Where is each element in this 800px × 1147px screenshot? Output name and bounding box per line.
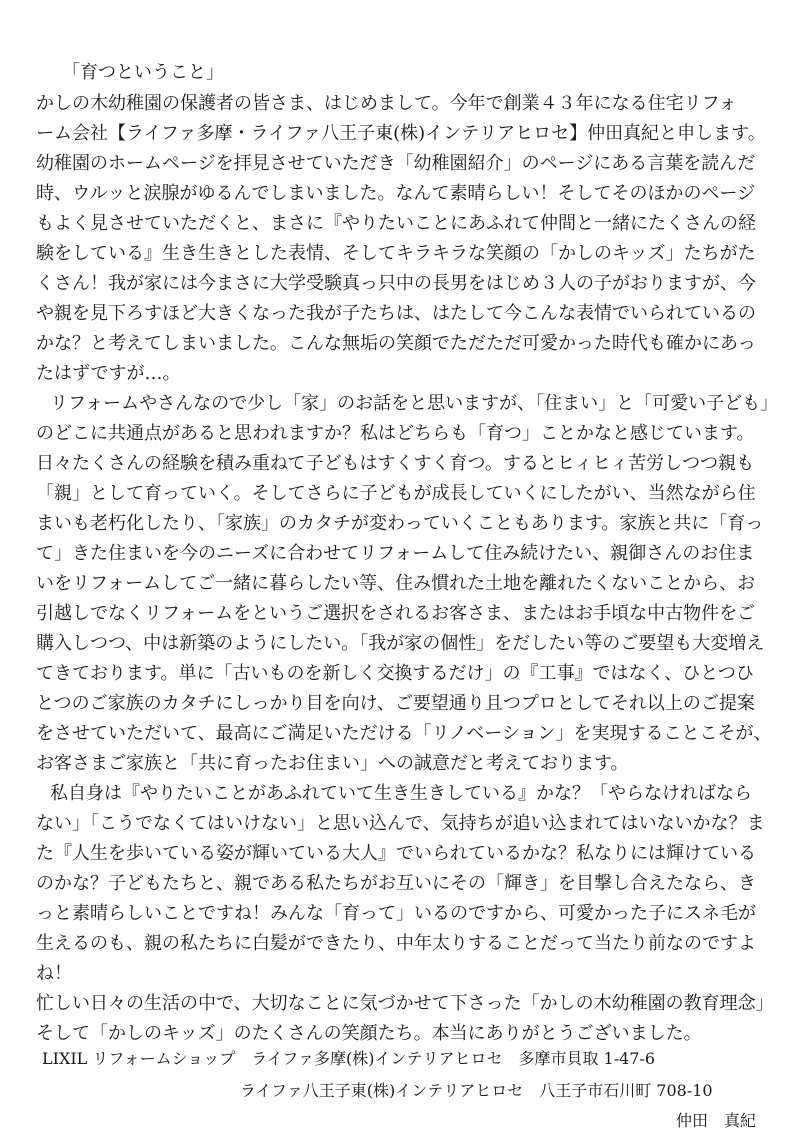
body-line: 時、ウルッと涙腺がゆるんでしまいました。なんて素晴らしい！そしてそのほかのページ: [36, 183, 756, 204]
body-line: とつのご家族のカタチにしっかり目を向け、ご要望通り且つプロとしてそれ以上のご提案: [36, 693, 755, 714]
footer-branch-line: ライファ八王子東(株)インテリアヒロセ 八王子市石川町 708-10: [240, 1081, 713, 1100]
body-line: っと素晴らしいことですね！みんな「育って」いるのですから、可愛かった子にスネ毛が: [36, 903, 756, 924]
body-line: た『人生を歩いている姿が輝いている大人』でいられているかな？私なりには輝けている: [36, 843, 756, 864]
body-line: かしの木幼稚園の保護者の皆さま、はじめまして。今年で創業４３年になる住宅リフォ: [36, 93, 737, 114]
body-line: たはずですが…。: [36, 363, 181, 384]
body-line: て」きた住まいを今のニーズに合わせてリフォームして住み続けたい、親御さんのお住ま: [36, 543, 755, 564]
body-line: 日々たくさんの経験を積み重ねて子どもはすくすく育つ。するとヒィヒィ苦労しつつ親も: [36, 453, 755, 474]
body-line: のかな？子どもたちと、親である私たちがお互いにその「輝き」を目撃し合えたなら、き: [36, 873, 756, 894]
document-title: 「育つということ」: [62, 62, 224, 83]
body-line: 幼稚園のホームページを拝見させていただき「幼稚園紹介」のページにある言葉を読んだ: [36, 153, 756, 174]
footer-signature: 仲田 真紀: [676, 1111, 757, 1130]
body-line: 忙しい日々の生活の中で、大切なことに気づかせて下さった「かしの木幼稚園の教育理念」: [36, 993, 774, 1014]
body-line: 私自身は『やりたいことがあふれていて生き生きしている』かな？「やらなければなら: [50, 783, 752, 804]
body-line: リフォームやさんなので少し「家」のお話をと思いますが、「住まい」と「可愛い子ども」: [50, 393, 779, 414]
body-line: 験をしている』生き生きとした表情、そしてキラキラな笑顔の「かしのキッズ」たちがた: [36, 243, 756, 264]
body-line: もよく見させていただくと、まさに『やりたいことにあふれて仲間と一緒にたくさんの経: [36, 213, 756, 234]
body-line: お客さまご家族と「共に育ったお住まい」への誠意だと考えております。: [36, 753, 629, 774]
body-line: をさせていただいて、最高にご満足いただける「リノベーション」を実現することこそが、: [36, 723, 772, 744]
body-line: いをリフォームしてご一緒に暮らしたい等、住み慣れた土地を離れたくないことから、お: [36, 573, 756, 594]
body-line: ね！: [36, 963, 72, 984]
body-line: 引越しでなくリフォームをというご選択をされるお客さま、またはお手頃な中古物件をご: [36, 603, 756, 624]
body-line: 「親」として育っていく。そしてさらに子どもが成長していくにしたがい、当然ながら住: [36, 483, 756, 504]
body-line: のどこに共通点があると思われますか？私はどちらも「育つ」ことかなと感じています。: [36, 423, 755, 444]
footer-company-line: LIXIL リフォームショップ ライファ多摩(株)インテリアヒロセ 多摩市貝取 1-47-6: [42, 1049, 656, 1068]
body-line: くさん！我が家には今まさに大学受験真っ只中の長男をはじめ３人の子がおりますが、今: [36, 273, 756, 294]
body-line: かな？と考えてしまいました。こんな無垢の笑顔でただただ可愛かった時代も確かにあっ: [36, 333, 756, 354]
body-line: ーム会社【ライファ多摩・ライファ八王子東(株)インテリアヒロセ】仲田真紀と申します。: [36, 123, 766, 144]
body-line: てきております。単に「古いものを新しく交換するだけ」の『工事』ではなく、ひとつひ: [36, 663, 754, 684]
body-line: 購入しつつ、中は新築のようにしたい。「我が家の個性」をだしたい等のご要望も大変増え: [36, 633, 765, 654]
body-line: や親を見下ろすほど大きくなった我が子たちは、はたして今こんな表情でいられているの: [36, 303, 756, 324]
body-line: まいも老朽化したり、「家族」のカタチが変わっていくこともあります。家族と共に「育っ: [36, 513, 764, 534]
body-line: 生えるのも、親の私たちに白髪ができたり、中年太りすることだって当たり前なのですよ: [36, 933, 756, 954]
body-line: ない」「こうでなくてはいけない」と思い込んで、気持ちが追い込まれてはいないかな？ま: [36, 813, 765, 834]
body-line: そして「かしのキッズ」のたくさんの笑顔たち。本当にありがとうございました。: [36, 1023, 702, 1044]
